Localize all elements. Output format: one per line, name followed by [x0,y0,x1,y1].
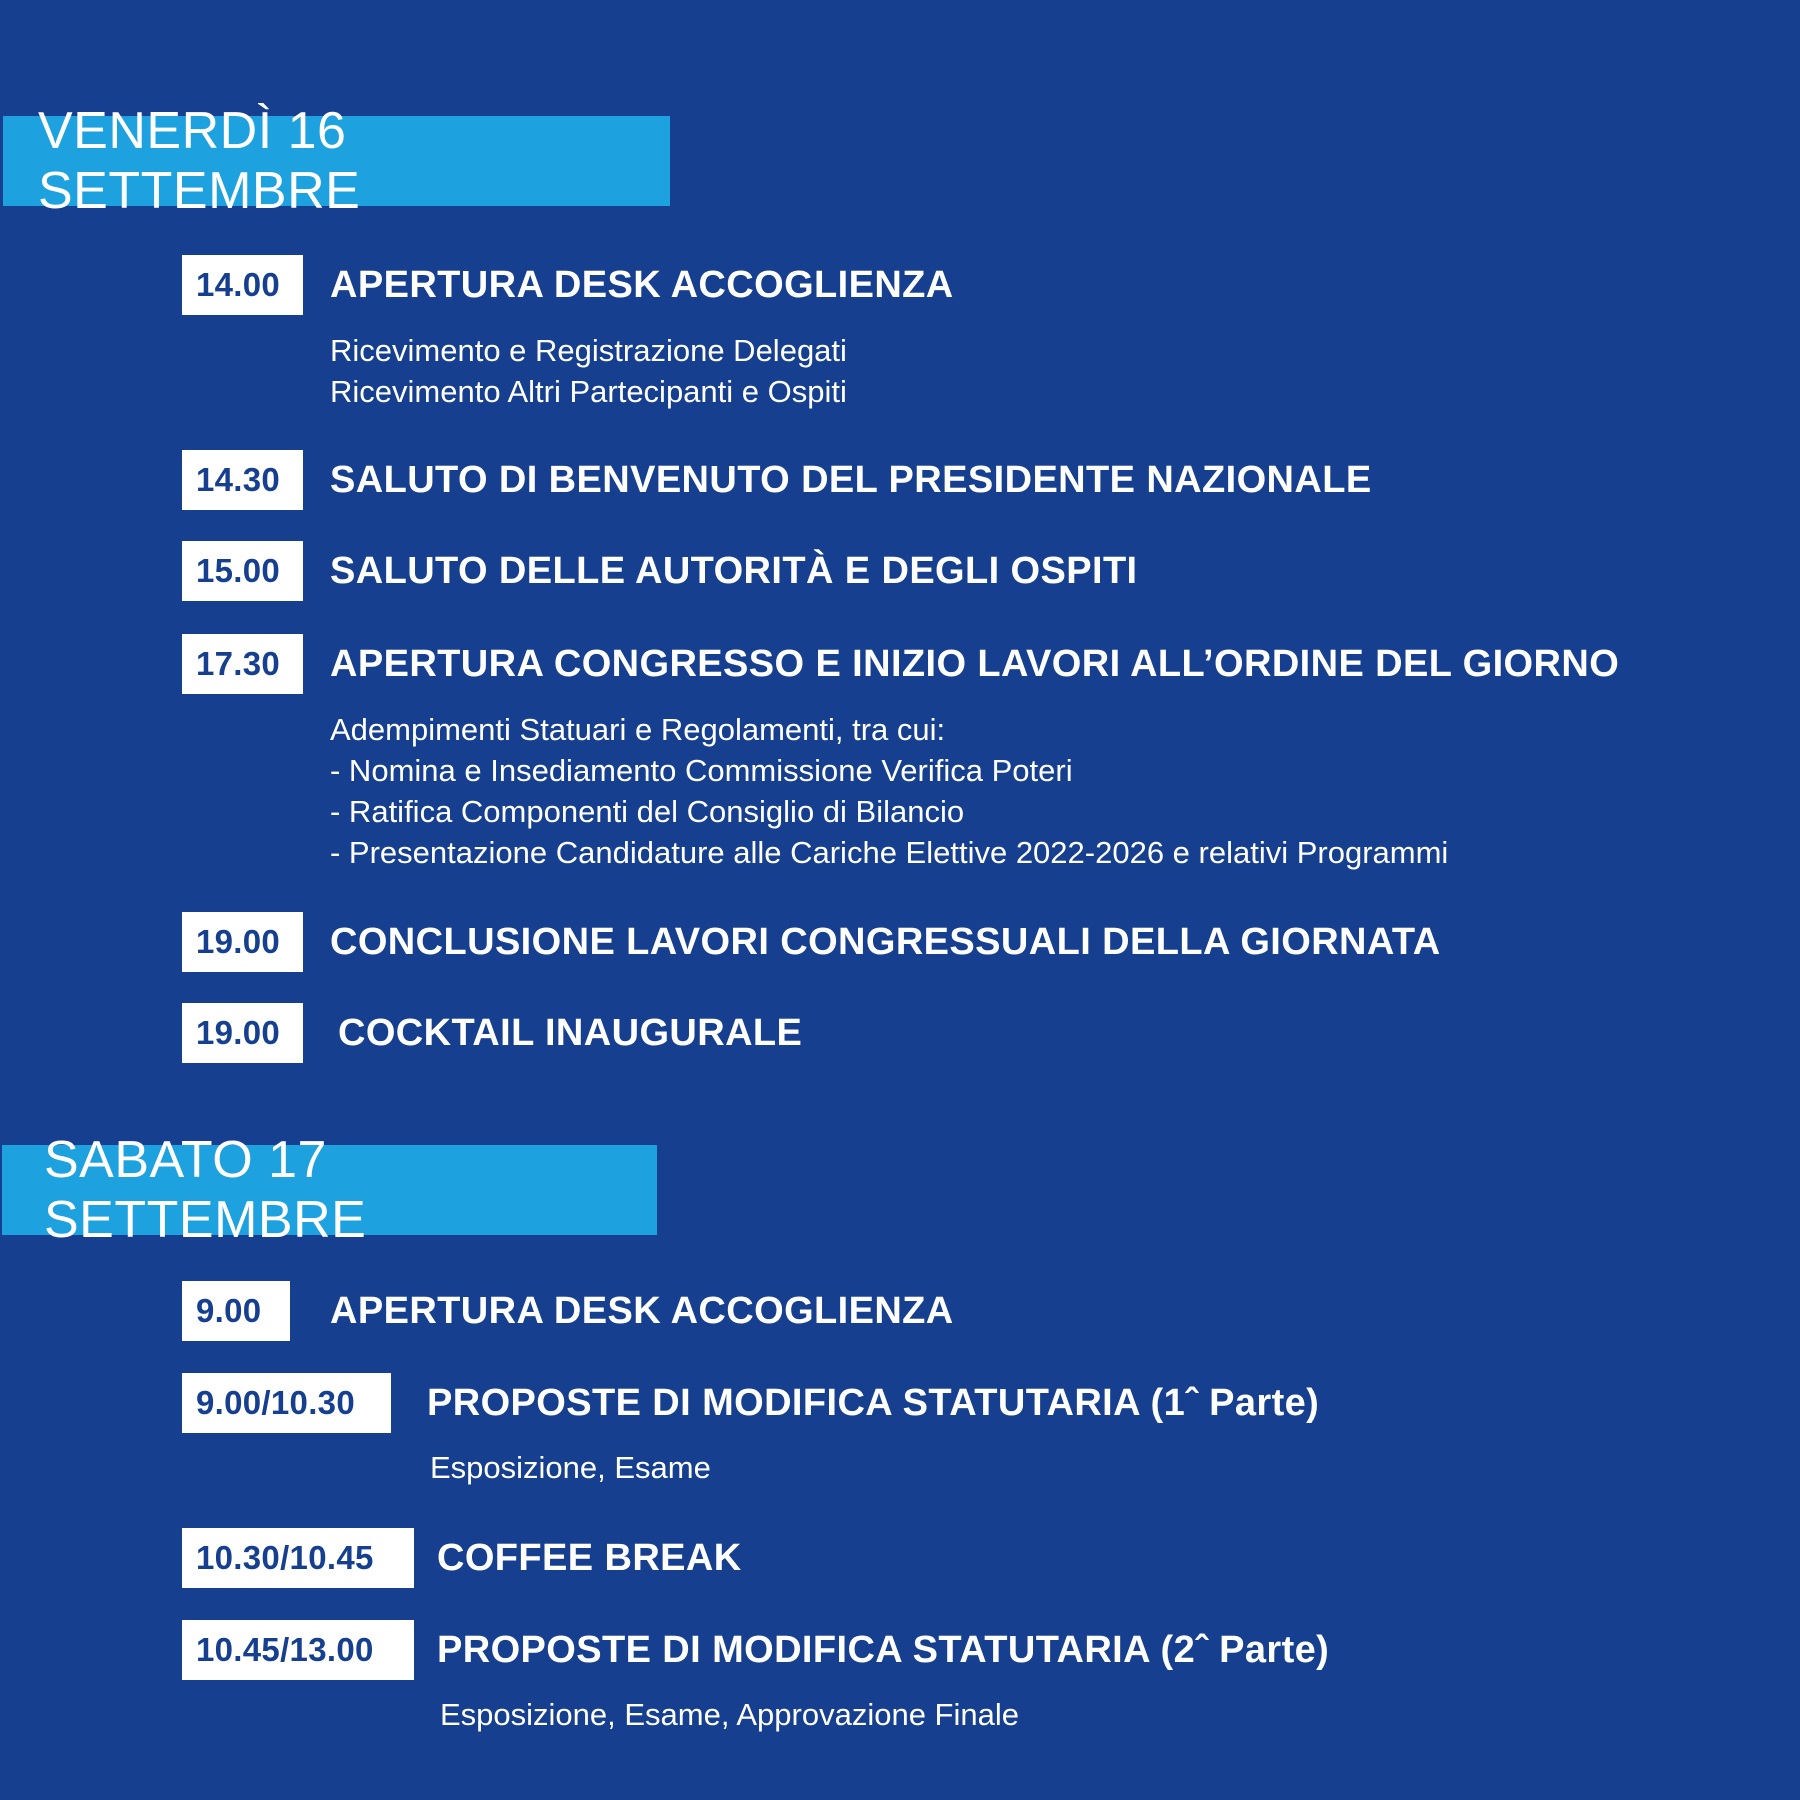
event-detail-line: - Presentazione Candidature alle Cariche Elettive 2022-2026 e relativi Programmi [330,835,1449,870]
event-time: 15.00 [182,541,303,601]
event-time: 9.00 [182,1281,290,1341]
event-title: COFFEE BREAK [437,1537,742,1579]
event-time: 19.00 [182,912,303,972]
event-time: 17.30 [182,634,303,694]
event-detail-line: Ricevimento e Registrazione Delegati [330,333,847,368]
event-title: APERTURA CONGRESSO E INIZIO LAVORI ALL’ORDINE DEL GIORNO [330,643,1620,685]
event-time: 14.30 [182,450,303,510]
event-detail-line: Esposizione, Esame [430,1450,711,1485]
event-time: 9.00/10.30 [182,1373,391,1433]
event-detail-line: - Nomina e Insediamento Commissione Verifica Poteri [330,753,1073,788]
event-title: CONCLUSIONE LAVORI CONGRESSUALI DELLA GIORNATA [330,921,1441,963]
event-time: 14.00 [182,255,303,315]
event-details [330,330,847,412]
event-detail-line: Adempimenti Statuari e Regolamenti, tra cui: [330,712,946,747]
event-title: APERTURA DESK ACCOGLIENZA [330,1290,954,1332]
event-details [430,1447,711,1488]
event-title: COCKTAIL INAUGURALE [338,1012,803,1054]
event-time: 10.30/10.45 [182,1528,414,1588]
day-header-friday: VENERDÌ 16 SETTEMBRE [3,116,670,206]
event-title: SALUTO DI BENVENUTO DEL PRESIDENTE NAZIONALE [330,459,1372,501]
event-details [330,709,1448,873]
event-detail-line: - Ratifica Componenti del Consiglio di Bilancio [330,794,965,829]
event-title: APERTURA DESK ACCOGLIENZA [330,264,954,306]
event-title: PROPOSTE DI MODIFICA STATUTARIA (2ˆ Parte) [437,1629,1330,1671]
event-title: SALUTO DELLE AUTORITÀ E DEGLI OSPITI [330,550,1138,592]
event-time: 10.45/13.00 [182,1620,414,1680]
event-detail-line: Esposizione, Esame, Approvazione Finale [440,1697,1019,1732]
event-details [440,1694,1019,1735]
event-title: PROPOSTE DI MODIFICA STATUTARIA (1ˆ Parte) [427,1382,1320,1424]
event-detail-line: Ricevimento Altri Partecipanti e Ospiti [330,374,847,409]
event-time: 19.00 [182,1003,303,1063]
day-header-saturday: SABATO 17 SETTEMBRE [2,1145,657,1235]
